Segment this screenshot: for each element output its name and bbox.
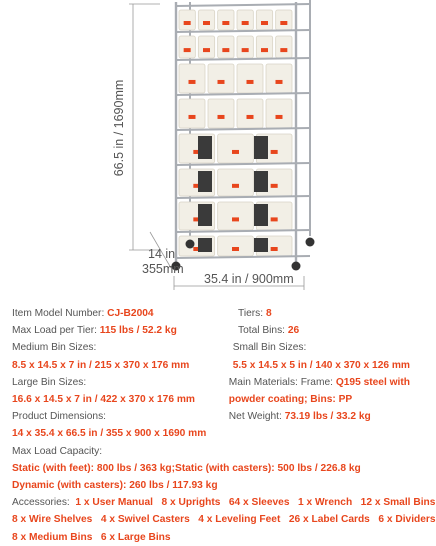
storage-bin (179, 99, 205, 128)
storage-bin (218, 169, 254, 196)
medium-bin-value: 8.5 x 14.5 x 7 in / 215 x 370 x 176 mm (12, 359, 190, 371)
max-capacity-static: Static (with feet): 800 lbs / 363 kg;Static (with casters): 500 lbs / 226.8 kg (12, 462, 361, 474)
storage-bin (208, 99, 234, 128)
storage-bin (256, 10, 272, 30)
net-weight-value: 73.19 lbs / 33.2 kg (284, 411, 371, 423)
depth-dimension-inches: 14 in (148, 247, 176, 261)
bin-label-card (242, 48, 249, 52)
storage-bin (208, 64, 234, 93)
bin-label-card (276, 80, 283, 84)
wire-shelf (176, 4, 310, 6)
accessory-item: 1 x Wrench (298, 497, 353, 509)
caster-wheel (186, 240, 195, 249)
bin-label-card (222, 21, 229, 25)
bin-label-card (222, 48, 229, 52)
large-bin-label: Large Bin Sizes: (12, 376, 87, 388)
bin-label-card (184, 48, 191, 52)
accessories-list (12, 494, 436, 546)
accessory-item: 26 x Label Cards (288, 514, 370, 526)
bin-divider (254, 204, 268, 226)
wire-shelf (176, 58, 310, 60)
net-weight-label: Net Weight: (228, 411, 282, 423)
max-load-tier-label: Max Load per Tier: (12, 325, 97, 337)
model-value: CJ-B2004 (107, 308, 154, 319)
accessory-item: 8 x Medium Bins (12, 531, 93, 543)
spec-row (12, 339, 410, 373)
small-bin-label: Small Bin Sizes: (232, 342, 307, 354)
accessory-item: 6 x Dividers (378, 514, 436, 526)
storage-bin (237, 64, 263, 93)
max-load-tier-value: 115 lbs / 52.2 kg (99, 325, 177, 337)
bin-label-card (232, 150, 239, 154)
storage-bin (218, 236, 254, 256)
medium-bin-label: Medium Bin Sizes: (12, 342, 97, 354)
accessory-item: 1 x User Manual (75, 497, 153, 509)
caster-wheel (292, 262, 301, 271)
accessory-item: 12 x Small Bins (360, 497, 436, 509)
accessories-label: Accessories: (12, 497, 70, 509)
bin-divider (254, 171, 268, 192)
bin-label-card (232, 247, 239, 251)
large-bin-value: 16.6 x 14.5 x 7 in / 422 x 370 x 176 mm (12, 394, 195, 406)
storage-bin (218, 134, 254, 163)
bin-label-card (184, 21, 191, 25)
accessory-item: 8 x Wire Shelves (12, 514, 93, 526)
bin-divider (198, 171, 212, 192)
width-dimension-label: 35.4 in / 900mm (204, 272, 294, 286)
storage-bin (179, 10, 195, 30)
bin-label-card (280, 21, 287, 25)
bin-label-card (261, 48, 268, 52)
max-capacity-label: Max Load Capacity: (12, 445, 103, 457)
product-dimensions-value: 14 x 35.4 x 66.5 in / 355 x 900 x 1690 mm (12, 428, 207, 440)
bin-label-card (218, 80, 225, 84)
accessory-item: 4 x Leveling Feet (198, 514, 281, 526)
accessory-item: 8 x Uprights (161, 497, 221, 509)
bin-label-card (261, 21, 268, 25)
storage-bin (276, 36, 292, 58)
bin-label-card (271, 150, 278, 154)
bin-divider (198, 238, 212, 252)
small-bin-value: 5.5 x 14.5 x 5 in / 140 x 370 x 126 mm (232, 359, 410, 371)
bin-label-card (242, 21, 249, 25)
bin-divider (254, 136, 268, 159)
tiers-value: 8 (265, 308, 272, 319)
accessory-item: 6 x Large Bins (100, 531, 171, 543)
caster-wheel (306, 238, 315, 247)
bin-label-card (276, 115, 283, 119)
bin-label-card (247, 115, 254, 119)
storage-bin (179, 64, 205, 93)
bin-label-card (247, 80, 254, 84)
depth-dimension-mm: 355mm (142, 262, 184, 276)
total-bins-value: 26 (287, 325, 300, 337)
storage-bin (198, 36, 214, 58)
rack (172, 0, 315, 271)
product-dimensions-label: Product Dimensions: (12, 411, 106, 423)
bin-label-card (218, 115, 225, 119)
spec-row (12, 374, 410, 443)
storage-bin (276, 10, 292, 30)
height-dimension-label: 66.5 in / 1690mm (112, 79, 126, 177)
total-bins-label: Total Bins: (238, 325, 285, 337)
storage-bin (237, 10, 253, 30)
bin-label-card (189, 115, 196, 119)
storage-bin (266, 99, 292, 128)
bin-label-card (271, 184, 278, 188)
accessory-item: 4 x Swivel Casters (100, 514, 190, 526)
wire-shelf (176, 30, 310, 32)
bin-divider (198, 204, 212, 226)
materials-label: Main Materials: Frame: (228, 376, 333, 388)
bin-label-card (271, 247, 278, 251)
model-label: Item Model Number: (12, 308, 105, 319)
bin-label-card (232, 217, 239, 221)
bin-divider (198, 136, 212, 159)
storage-bin (218, 202, 254, 230)
materials-value-b: powder coating; Bins: PP (228, 394, 353, 406)
bin-label-card (271, 217, 278, 221)
storage-bin (198, 10, 214, 30)
storage-bin (266, 64, 292, 93)
specifications-section (12, 305, 436, 546)
storage-bin (237, 99, 263, 128)
storage-bin (237, 36, 253, 58)
bin-label-card (280, 48, 287, 52)
bin-divider (254, 238, 268, 252)
bin-label-card (232, 184, 239, 188)
storage-bin (218, 36, 234, 58)
spec-row (12, 305, 410, 322)
tiers-label: Tiers: (238, 308, 264, 319)
accessory-item: 64 x Sleeves (228, 497, 290, 509)
storage-bin (179, 36, 195, 58)
bin-label-card (203, 48, 210, 52)
bin-label-card (189, 80, 196, 84)
bin-label-card (203, 21, 210, 25)
storage-bin (256, 36, 272, 58)
materials-value-a: Q195 steel with (335, 376, 410, 388)
max-capacity-dynamic: Dynamic (with casters): 260 lbs / 117.93 kg (12, 480, 218, 492)
storage-bin (218, 10, 234, 30)
spec-row (12, 322, 410, 339)
